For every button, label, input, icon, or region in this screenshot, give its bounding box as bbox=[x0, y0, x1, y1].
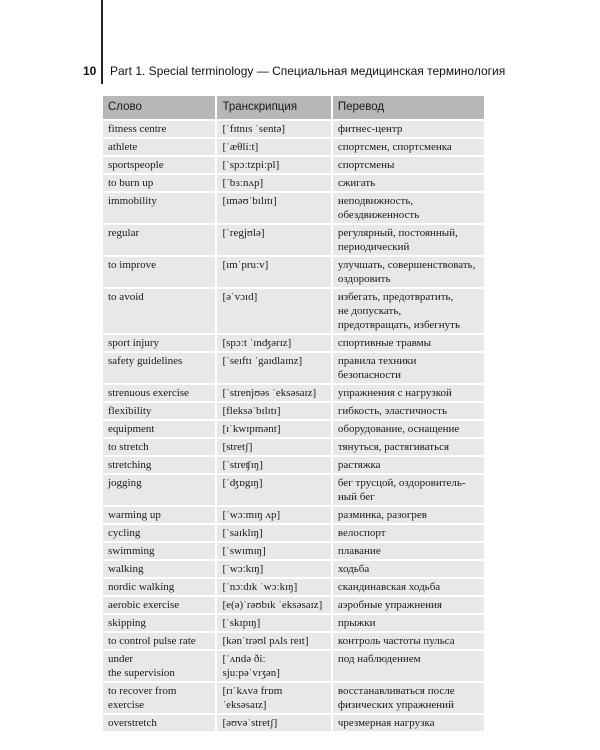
cell-transcription: [ɪˈkwɪpmənt] bbox=[216, 420, 331, 438]
cell-translation: регулярный, постоянный, периодический bbox=[332, 224, 484, 256]
table-row bbox=[103, 714, 484, 731]
cell-word: to burn up bbox=[103, 174, 216, 192]
cell-translation: сжигать bbox=[332, 174, 484, 192]
table-row bbox=[103, 524, 484, 542]
cell-word: to recover from exercise bbox=[103, 682, 216, 714]
cell-transcription: [ɪmˈpruːv] bbox=[216, 256, 331, 288]
cell-transcription: [ˈstreʧɪŋ] bbox=[216, 456, 331, 474]
table-row bbox=[103, 120, 484, 138]
cell-transcription: [ˈstrenjʊəs ˈeksəsaɪz] bbox=[216, 384, 331, 402]
cell-transcription: [ˈregjʊlə] bbox=[216, 224, 331, 256]
cell-translation: избегать, предотвратить, не допускать, предотвращать, избегнуть bbox=[332, 288, 484, 334]
cell-transcription: [fleksəˈbɪlɪtɪ] bbox=[216, 402, 331, 420]
cell-transcription: [ˈsaɪklɪŋ] bbox=[216, 524, 331, 542]
table-row bbox=[103, 192, 484, 224]
cell-word: sport injury bbox=[103, 334, 216, 352]
cell-transcription: [ˈspɔːtzpiːpl] bbox=[216, 156, 331, 174]
table-row bbox=[103, 352, 484, 384]
cell-transcription: [ˈbɜːnʌp] bbox=[216, 174, 331, 192]
cell-transcription: [ˈæθliːt] bbox=[216, 138, 331, 156]
cell-translation: скандинавская ходьба bbox=[332, 578, 484, 596]
column-header-translation: Перевод bbox=[332, 96, 484, 120]
table-header-row bbox=[103, 96, 484, 120]
cell-translation: ходьба bbox=[332, 560, 484, 578]
table-row bbox=[103, 682, 484, 714]
cell-transcription: [ˈnɔːdɪk ˈwɔːkɪŋ] bbox=[216, 578, 331, 596]
cell-translation: бег трусцой, оздоровитель- ный бег bbox=[332, 474, 484, 506]
column-header-word: Слово bbox=[103, 96, 216, 120]
cell-translation: оборудование, оснащение bbox=[332, 420, 484, 438]
cell-word: to improve bbox=[103, 256, 216, 288]
table-row bbox=[103, 384, 484, 402]
cell-transcription: [ˈʤɒgɪŋ] bbox=[216, 474, 331, 506]
table-row bbox=[103, 256, 484, 288]
cell-word: flexibility bbox=[103, 402, 216, 420]
table-row bbox=[103, 288, 484, 334]
cell-translation: гибкость, эластичность bbox=[332, 402, 484, 420]
cell-transcription: [ˈwɔːmɪŋ ʌp] bbox=[216, 506, 331, 524]
table-row bbox=[103, 138, 484, 156]
cell-transcription: [rɪˈkʌvə frɒm ˈeksəsaɪz] bbox=[216, 682, 331, 714]
cell-word: swimming bbox=[103, 542, 216, 560]
cell-word: athlete bbox=[103, 138, 216, 156]
cell-word: overstretch bbox=[103, 714, 216, 731]
vocabulary-table bbox=[103, 96, 484, 731]
page-number: 10 bbox=[83, 64, 97, 78]
cell-translation: восстанавливаться после физических упражнений bbox=[332, 682, 484, 714]
cell-word: strenuous exercise bbox=[103, 384, 216, 402]
cell-word: under the supervision bbox=[103, 650, 216, 682]
table-row bbox=[103, 474, 484, 506]
cell-word: equipment bbox=[103, 420, 216, 438]
table-row bbox=[103, 506, 484, 524]
table-body bbox=[103, 120, 484, 731]
cell-translation: аэробные упражнения bbox=[332, 596, 484, 614]
cell-translation: под наблюдением bbox=[332, 650, 484, 682]
table-row bbox=[103, 650, 484, 682]
table-row bbox=[103, 578, 484, 596]
cell-transcription: [kənˈtrəʊl pʌls reɪt] bbox=[216, 632, 331, 650]
cell-word: nordic walking bbox=[103, 578, 216, 596]
cell-translation: прыжки bbox=[332, 614, 484, 632]
cell-word: skipping bbox=[103, 614, 216, 632]
table-row bbox=[103, 438, 484, 456]
table-row bbox=[103, 542, 484, 560]
cell-word: regular bbox=[103, 224, 216, 256]
cell-transcription: [ˈʌndə ðiː sjuːpəˈvɪʒən] bbox=[216, 650, 331, 682]
cell-transcription: [ɪməʊˈbɪlɪtɪ] bbox=[216, 192, 331, 224]
table-row bbox=[103, 224, 484, 256]
cell-transcription: [spɔːt ˈɪnʤərɪz] bbox=[216, 334, 331, 352]
cell-transcription: [ˈskɪpɪŋ] bbox=[216, 614, 331, 632]
cell-word: stretching bbox=[103, 456, 216, 474]
cell-translation: разминка, разогрев bbox=[332, 506, 484, 524]
cell-translation: правила техники безопасности bbox=[332, 352, 484, 384]
cell-translation: спортивные травмы bbox=[332, 334, 484, 352]
cell-transcription: [əʊvəˈstretʃ] bbox=[216, 714, 331, 731]
cell-word: fitness centre bbox=[103, 120, 216, 138]
table-row bbox=[103, 456, 484, 474]
column-header-transcription: Транскрипция bbox=[216, 96, 331, 120]
cell-word: aerobic exercise bbox=[103, 596, 216, 614]
table-row bbox=[103, 596, 484, 614]
cell-word: cycling bbox=[103, 524, 216, 542]
table-row bbox=[103, 174, 484, 192]
table-row bbox=[103, 402, 484, 420]
cell-word: to stretch bbox=[103, 438, 216, 456]
cell-word: immobility bbox=[103, 192, 216, 224]
cell-word: to control pulse rate bbox=[103, 632, 216, 650]
table-row bbox=[103, 632, 484, 650]
cell-translation: велоспорт bbox=[332, 524, 484, 542]
cell-translation: спортсмен, спортсменка bbox=[332, 138, 484, 156]
cell-translation: улучшать, совершенствовать, оздоровить bbox=[332, 256, 484, 288]
cell-word: sportspeople bbox=[103, 156, 216, 174]
table-row bbox=[103, 334, 484, 352]
cell-translation: упражнения с нагрузкой bbox=[332, 384, 484, 402]
cell-translation: растяжка bbox=[332, 456, 484, 474]
cell-transcription: [ˈfɪtnɪs ˈsentə] bbox=[216, 120, 331, 138]
cell-transcription: [stretʃ] bbox=[216, 438, 331, 456]
margin-rule bbox=[101, 0, 103, 84]
table-row bbox=[103, 420, 484, 438]
table-row bbox=[103, 156, 484, 174]
running-header-title: Part 1. Special terminology — Специальная медицинская терминология bbox=[110, 64, 506, 78]
cell-word: walking bbox=[103, 560, 216, 578]
table-row bbox=[103, 614, 484, 632]
cell-translation: спортсмены bbox=[332, 156, 484, 174]
cell-translation: чрезмерная нагрузка bbox=[332, 714, 484, 731]
cell-transcription: [ˈswɪmɪŋ] bbox=[216, 542, 331, 560]
cell-translation: плавание bbox=[332, 542, 484, 560]
cell-translation: тянуться, растягиваться bbox=[332, 438, 484, 456]
cell-word: to avoid bbox=[103, 288, 216, 334]
cell-translation: фитнес-центр bbox=[332, 120, 484, 138]
table-row bbox=[103, 560, 484, 578]
cell-word: jogging bbox=[103, 474, 216, 506]
cell-transcription: [e(ə)ˈrəʊbɪk ˈeksəsaɪz] bbox=[216, 596, 331, 614]
cell-transcription: [ˈwɔːkɪŋ] bbox=[216, 560, 331, 578]
cell-transcription: [əˈvɔɪd] bbox=[216, 288, 331, 334]
cell-word: safety guidelines bbox=[103, 352, 216, 384]
cell-translation: неподвижность, обездвиженность bbox=[332, 192, 484, 224]
cell-word: warming up bbox=[103, 506, 216, 524]
cell-translation: контроль частоты пульса bbox=[332, 632, 484, 650]
cell-transcription: [ˈseɪftɪ ˈgaɪdlaɪnz] bbox=[216, 352, 331, 384]
